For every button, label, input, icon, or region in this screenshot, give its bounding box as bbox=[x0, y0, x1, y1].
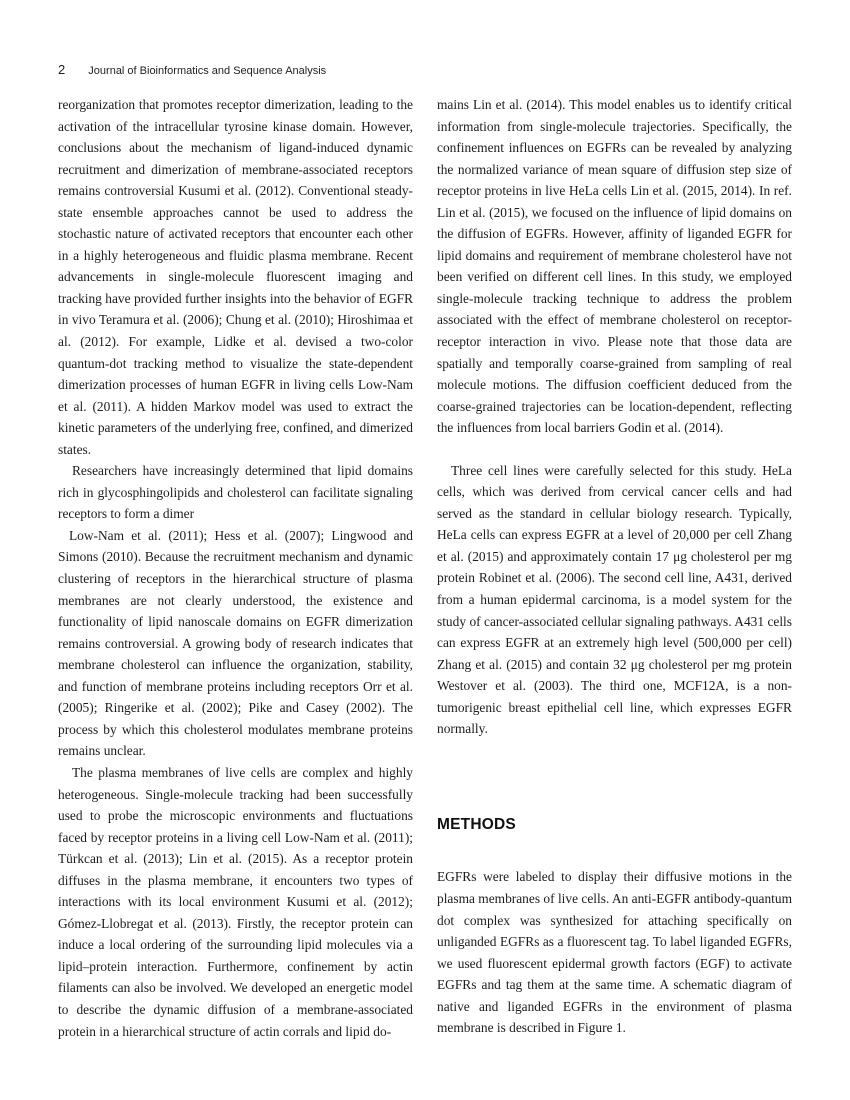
body-paragraph: The plasma membranes of live cells are complex and highly heterogeneous. Single-molecule tracking had been successfully used to probe the microscopic environments and fluctuations faced by receptor proteins in a living cell Low-Nam et al. (2011); Türkcan et al. (2013); Lin et al. (2015). As a receptor protein diffuses in the plasma membrane, it encounters two types of interactions with its local environment Kusumi et al. (2012); Gómez-Llobregat et al. (2013). Firstly, the receptor protein can induce a local ordering of the surrounding lipid molecules via a lipid–protein interaction. Furthermore, confinement by actin filaments can also be involved. We developed an energetic model to describe the dynamic diffusion of a membrane-associated protein in a hierarchical structure of actin corrals and lipid do- bbox=[58, 764, 413, 1039]
body-paragraph: EGFRs were labeled to display their diffusive motions in the plasma membranes of live cells. An anti-EGFR antibody-quantum dot complex was synthesized for attaching specifically on unliganded EGFRs as a fluorescent tag. To label liganded EGFRs, we used fluorescent epidermal growth factors (EGF) to activate EGFRs and tag them at the same time. A schematic diagram of native and liganded EGFRs in the environment of plasma membrane is described in Figure 1. bbox=[437, 869, 792, 1036]
journal-title: Journal of Bioinformatics and Sequence Analysis bbox=[88, 65, 327, 77]
body-paragraph: mains Lin et al. (2014). This model enables us to identify critical information from single-molecule trajectories. Specifically, the confinement influences on EGFRs can be revealed by analyzing the normalized variance of mean square of diffusion step size of receptor proteins in live HeLa cells Lin et al. (2015, 2014). In ref. Lin et al. (2015), we focused on the influence of lipid domains on the diffusion of EGFRs. However, affinity of liganded EGFR for lipid domains and requirement of membrane cholesterol have not been verified on different cell lines. In this study, we employed single-molecule tracking technique to address the problem associated with the effect of membrane cholesterol on receptor-receptor interaction in vivo. Please note that those data are spatially and temporally coarse-grained from sampling of real molecule motions. The diffusion coefficient deduced from the coarse-grained trajectories can be location-dependent, reflecting the influences from local barriers Godin et al. (2014). bbox=[437, 97, 792, 436]
body-paragraph: Low-Nam et al. (2011); Hess et al. (2007); Lingwood and Simons (2010). Because the recruitment mechanism and dynamic clustering of receptors in the hierarchical structure of plasma membranes are not clearly understood, the existence and functionality of lipid nanoscale domains on EGFR dimerization remains controversial. A growing body of research indicates that membrane cholesterol can influence the organization, stability, and function of membrane proteins including receptors Orr et al. (2005); Ringerike et al. (2002); Pike and Casey (2002). The process by which this cholesterol modulates membrane proteins remains unclear. bbox=[58, 527, 413, 759]
page-number: 2 bbox=[58, 62, 66, 77]
body-paragraph: Three cell lines were carefully selected for this study. HeLa cells, which was derived from cervical cancer cells and had served as the standard in cellular biology research. Typically, HeLa cells can express EGFR at a level of 20,000 per cell Zhang et al. (2015) and approximately contain 17 μg cholesterol per mg protein Robinet et al. (2006). The second cell line, A431, derived from a human epidermal carcinoma, is a model system for the study of cancer-associated cellular signaling pathways. A431 cells can express EGFR at an extremely high level (500,000 per cell) Zhang et al. (2015) and contain 32 μg cholesterol per mg protein Westover et al. (2003). The third one, MCF12A, is a non-tumorigenic breast epithelial cell line, which expresses EGFR normally. bbox=[437, 462, 792, 737]
section-heading: METHODS bbox=[437, 815, 516, 833]
body-paragraph: reorganization that promotes receptor dimerization, leading to the activation of the intracellular tyrosine kinase domain. However, conclusions about the mechanism of ligand-induced dynamic recruitment and dimerization of membrane-associated receptors remains controversial Kusumi et al. (2012). Conventional steady-state ensemble approaches cannot be used to address the stochastic nature of activated receptors that encounter each other in a highly heterogeneous and fluidic plasma membrane. Recent advancements in single-molecule fluorescent imaging and tracking have provided further insights into the behavior of EGFR in vivo Teramura et al. (2006); Chung et al. (2010); Hiroshimaa et al. (2012). For example, Lidke et al. devised a two-color quantum-dot tracking method to visualize the state-dependent dimerization processes of human EGFR in living cells Low-Nam et al. (2011). A hidden Markov model was used to extract the kinetic parameters of the underlying free, confined, and dimerized states. bbox=[58, 97, 413, 457]
right-column bbox=[437, 94, 792, 1039]
running-header bbox=[58, 62, 326, 77]
left-column bbox=[58, 94, 413, 1042]
body-paragraph: Researchers have increasingly determined that lipid domains rich in glycosphingolipids and cholesterol can facilitate signaling receptors to form a dimer bbox=[58, 463, 413, 522]
